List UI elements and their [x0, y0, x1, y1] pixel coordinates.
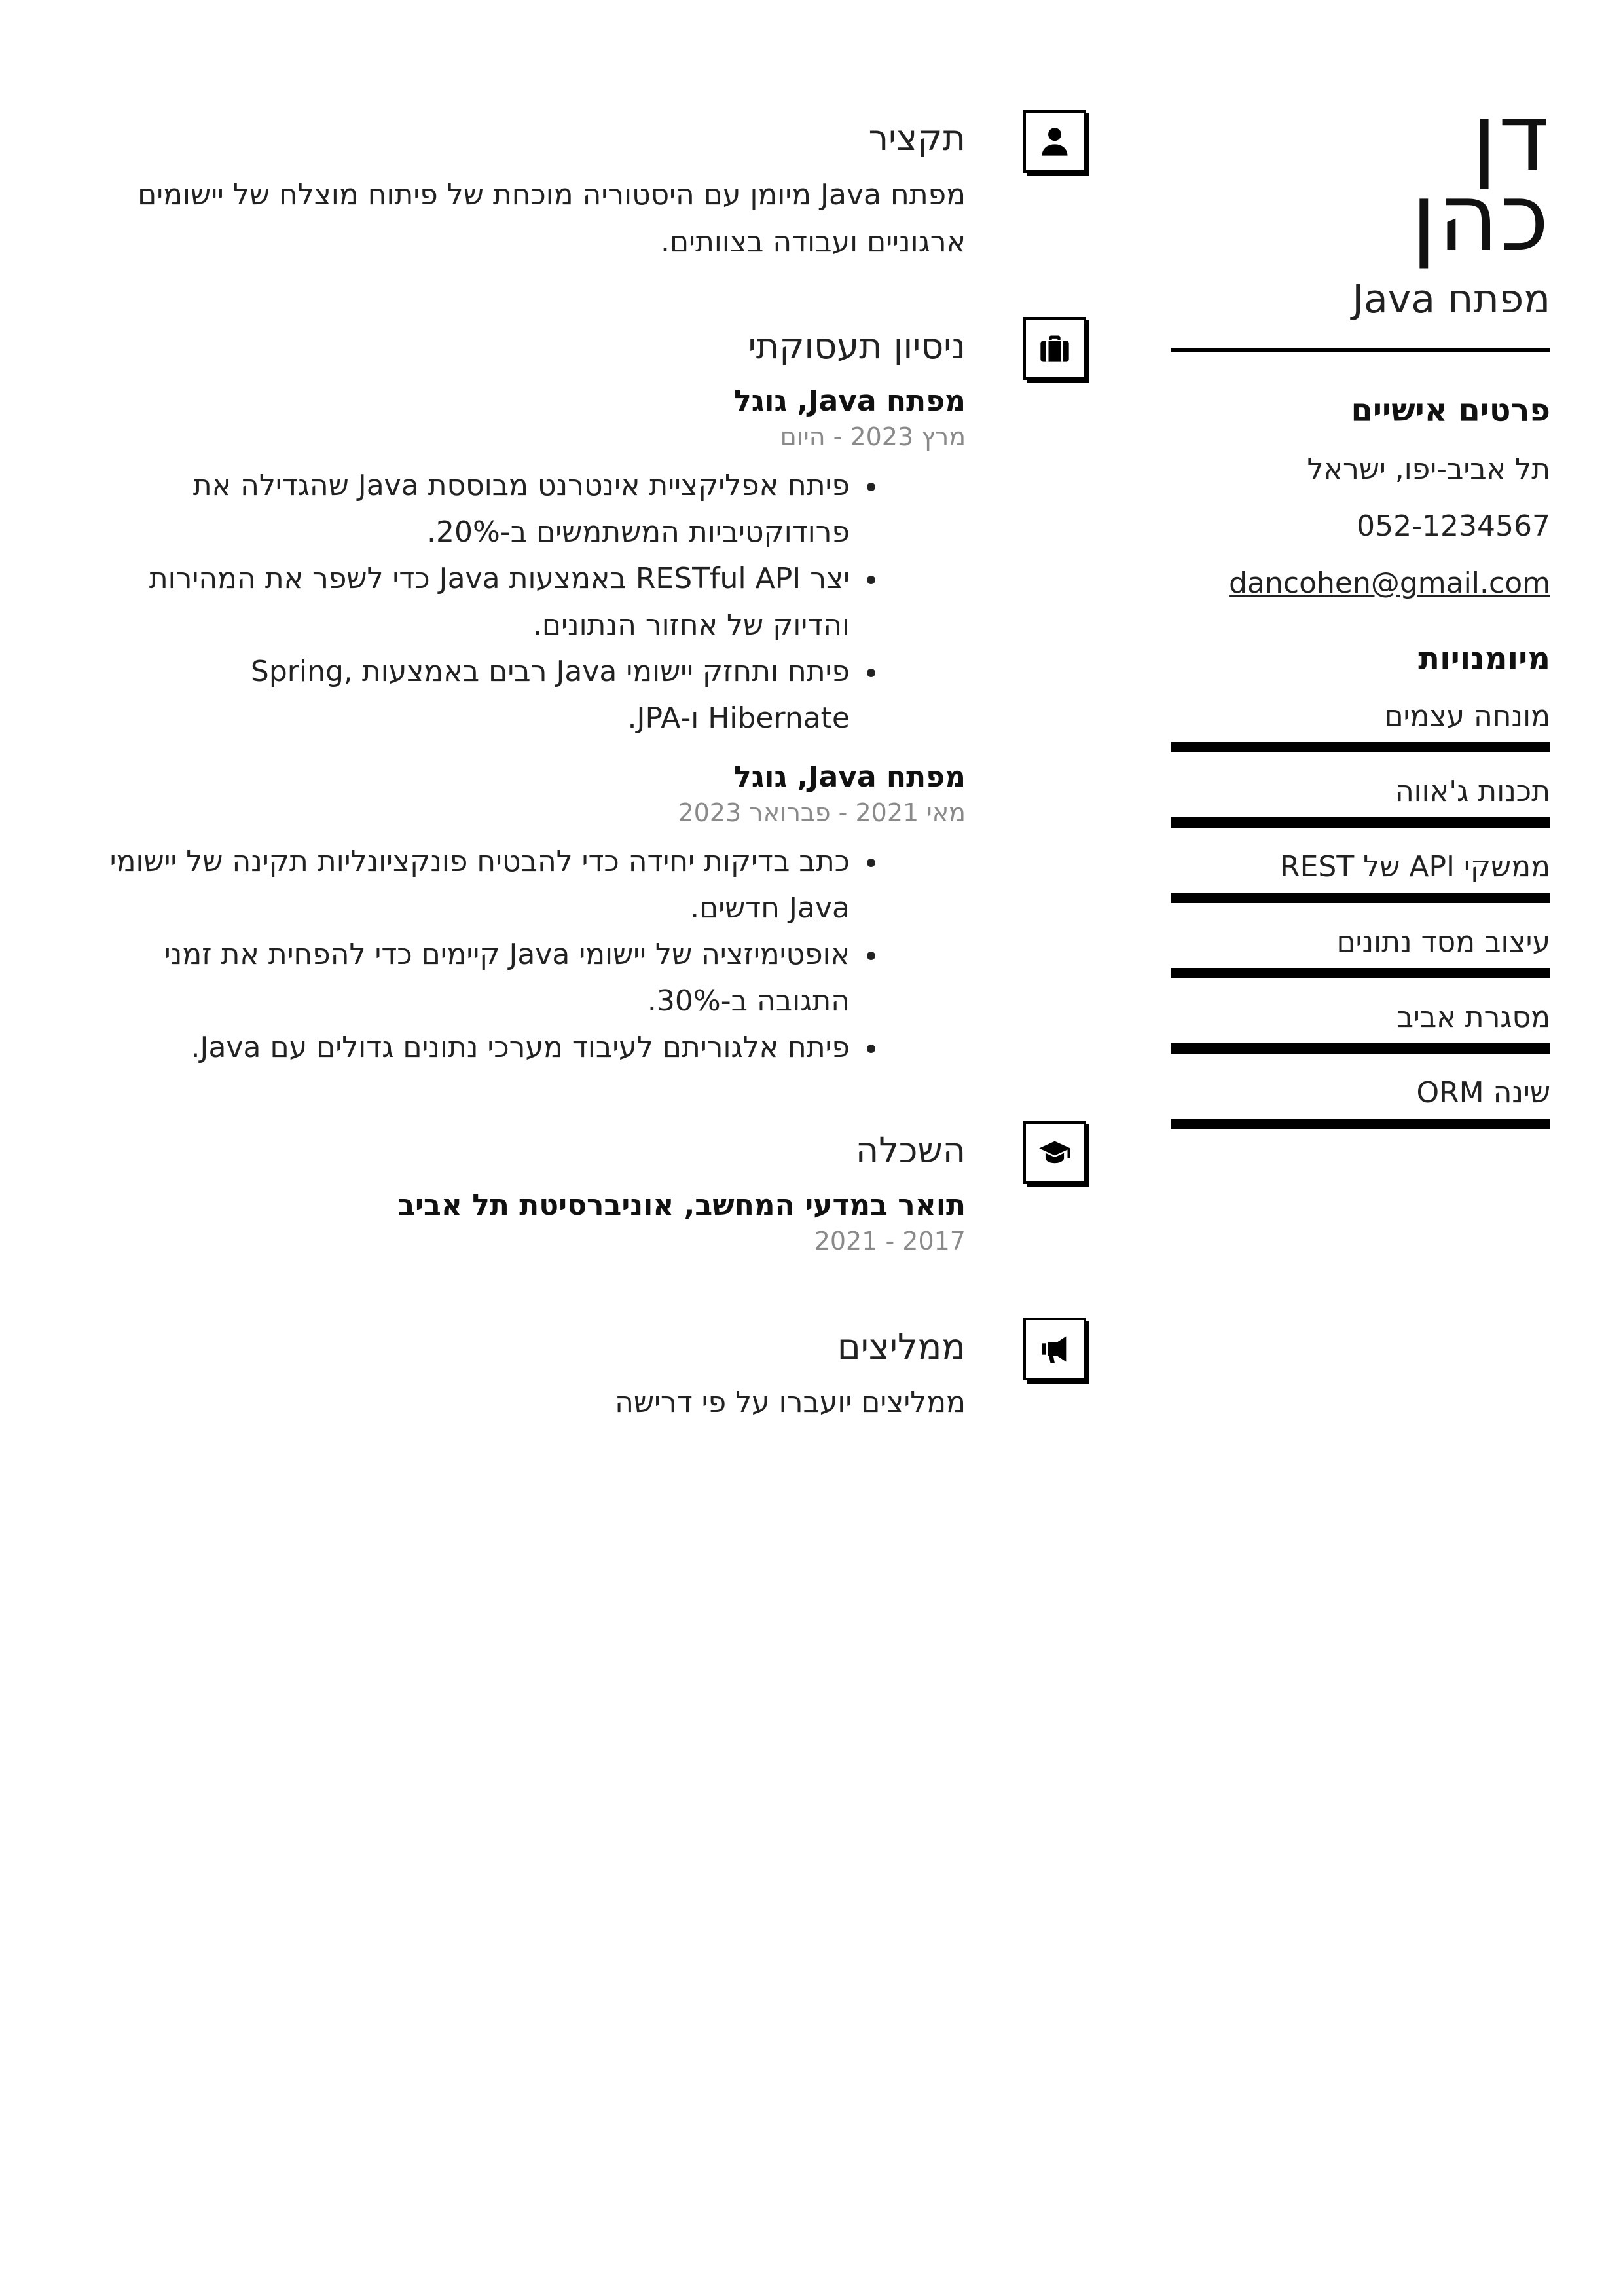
- skill-level-bar: [1171, 893, 1550, 903]
- experience-title: ניסיון תעסוקתי: [748, 325, 966, 367]
- job-entry: [101, 758, 966, 1071]
- education-title: השכלה: [855, 1130, 966, 1171]
- skill-item: [1171, 1001, 1550, 1054]
- skill-item: [1171, 925, 1550, 978]
- skill-level-bar: [1171, 1119, 1550, 1129]
- location-text: תל אביב-יפו, ישראל: [1307, 453, 1550, 486]
- bullet-item: • פיתח אלגוריתם לעיבוד מערכי נתונים גדולים עם Java.: [101, 1024, 854, 1071]
- experience-section: [101, 324, 966, 1071]
- person-icon: [1023, 110, 1086, 173]
- skill-name: תכנות ג'אווה: [1395, 775, 1550, 808]
- job-bullets: [101, 462, 884, 741]
- skill-item: [1171, 775, 1550, 828]
- briefcase-icon: [1023, 317, 1086, 380]
- skill-level-bar: [1171, 817, 1550, 828]
- skill-item: [1171, 1076, 1550, 1129]
- skill-name: עיצוב מסד נתונים: [1336, 925, 1550, 959]
- job-bullets: [101, 838, 884, 1071]
- skill-name: מסגרת אביב: [1396, 1001, 1550, 1034]
- megaphone-icon: [1023, 1318, 1086, 1380]
- last-name: כהן: [1411, 164, 1550, 272]
- job-title: מפתח Java: [1352, 276, 1550, 322]
- bullet-item: • יצר RESTful API באמצעות Java כדי לשפר את המהירות והדיוק של אחזור הנתונים.: [101, 555, 854, 648]
- email-link[interactable]: dancohen@gmail.com: [1229, 566, 1550, 600]
- first-name: דן: [1471, 84, 1550, 192]
- education-section: [101, 1128, 966, 1257]
- name-divider: [1171, 348, 1550, 352]
- education-dates: 2017 - 2021: [814, 1227, 966, 1255]
- skill-level-bar: [1171, 742, 1550, 752]
- summary-title: תקציר: [868, 117, 966, 158]
- job-title: מפתח Java, גוגל: [734, 760, 966, 794]
- graduation-cap-icon: [1023, 1121, 1086, 1184]
- summary-text: מפתח Java מיומן עם היסטוריה מוכחת של פיתוח מוצלח של יישומים ארגוניים ועבודה בצוותים.: [137, 178, 966, 259]
- references-title: ממליצים: [837, 1326, 966, 1367]
- job-dates: מאי 2021 - פברואר 2023: [678, 798, 966, 827]
- degree-text: תואר במדעי המחשב, אוניברסיטת תל אביב: [397, 1189, 966, 1222]
- personal-details-heading: פרטים אישיים: [1351, 392, 1550, 429]
- bullet-item: • פיתח ותחזק יישומי Java רבים באמצעות Spring, Hibernate ו-JPA.: [101, 648, 854, 741]
- skill-level-bar: [1171, 968, 1550, 978]
- skill-name: מונחה עצמים: [1384, 699, 1550, 733]
- bullet-item: • אופטימיזציה של יישומי Java קיימים כדי להפחית את זמני התגובה ב-30%.: [101, 931, 854, 1024]
- summary-section: [101, 115, 966, 266]
- sidebar: [1171, 84, 1550, 1129]
- skill-item: [1171, 699, 1550, 752]
- job-entry: [101, 382, 966, 741]
- references-section: [101, 1324, 966, 1426]
- job-dates: מרץ 2023 - היום: [780, 422, 966, 451]
- skill-item: [1171, 850, 1550, 903]
- skill-level-bar: [1171, 1043, 1550, 1054]
- bullet-item: • פיתח אפליקציית אינטרנט מבוססת Java שהגדילה את פרודוקטיביות המשתמשים ב-20%.: [101, 462, 854, 555]
- skills-list: [1171, 699, 1550, 1129]
- skills-heading: מיומנויות: [1418, 640, 1550, 677]
- references-text: ממליצים יועברו על פי דרישה: [615, 1386, 966, 1419]
- phone-text: 052-1234567: [1357, 509, 1550, 543]
- job-title: מפתח Java, גוגל: [734, 384, 966, 418]
- skill-name: ממשקי API של REST: [1280, 850, 1550, 883]
- bullet-item: • כתב בדיקות יחידה כדי להבטיח פונקציונליות תקינה של יישומי Java חדשים.: [101, 838, 854, 931]
- skill-name: שינה ORM: [1416, 1076, 1550, 1109]
